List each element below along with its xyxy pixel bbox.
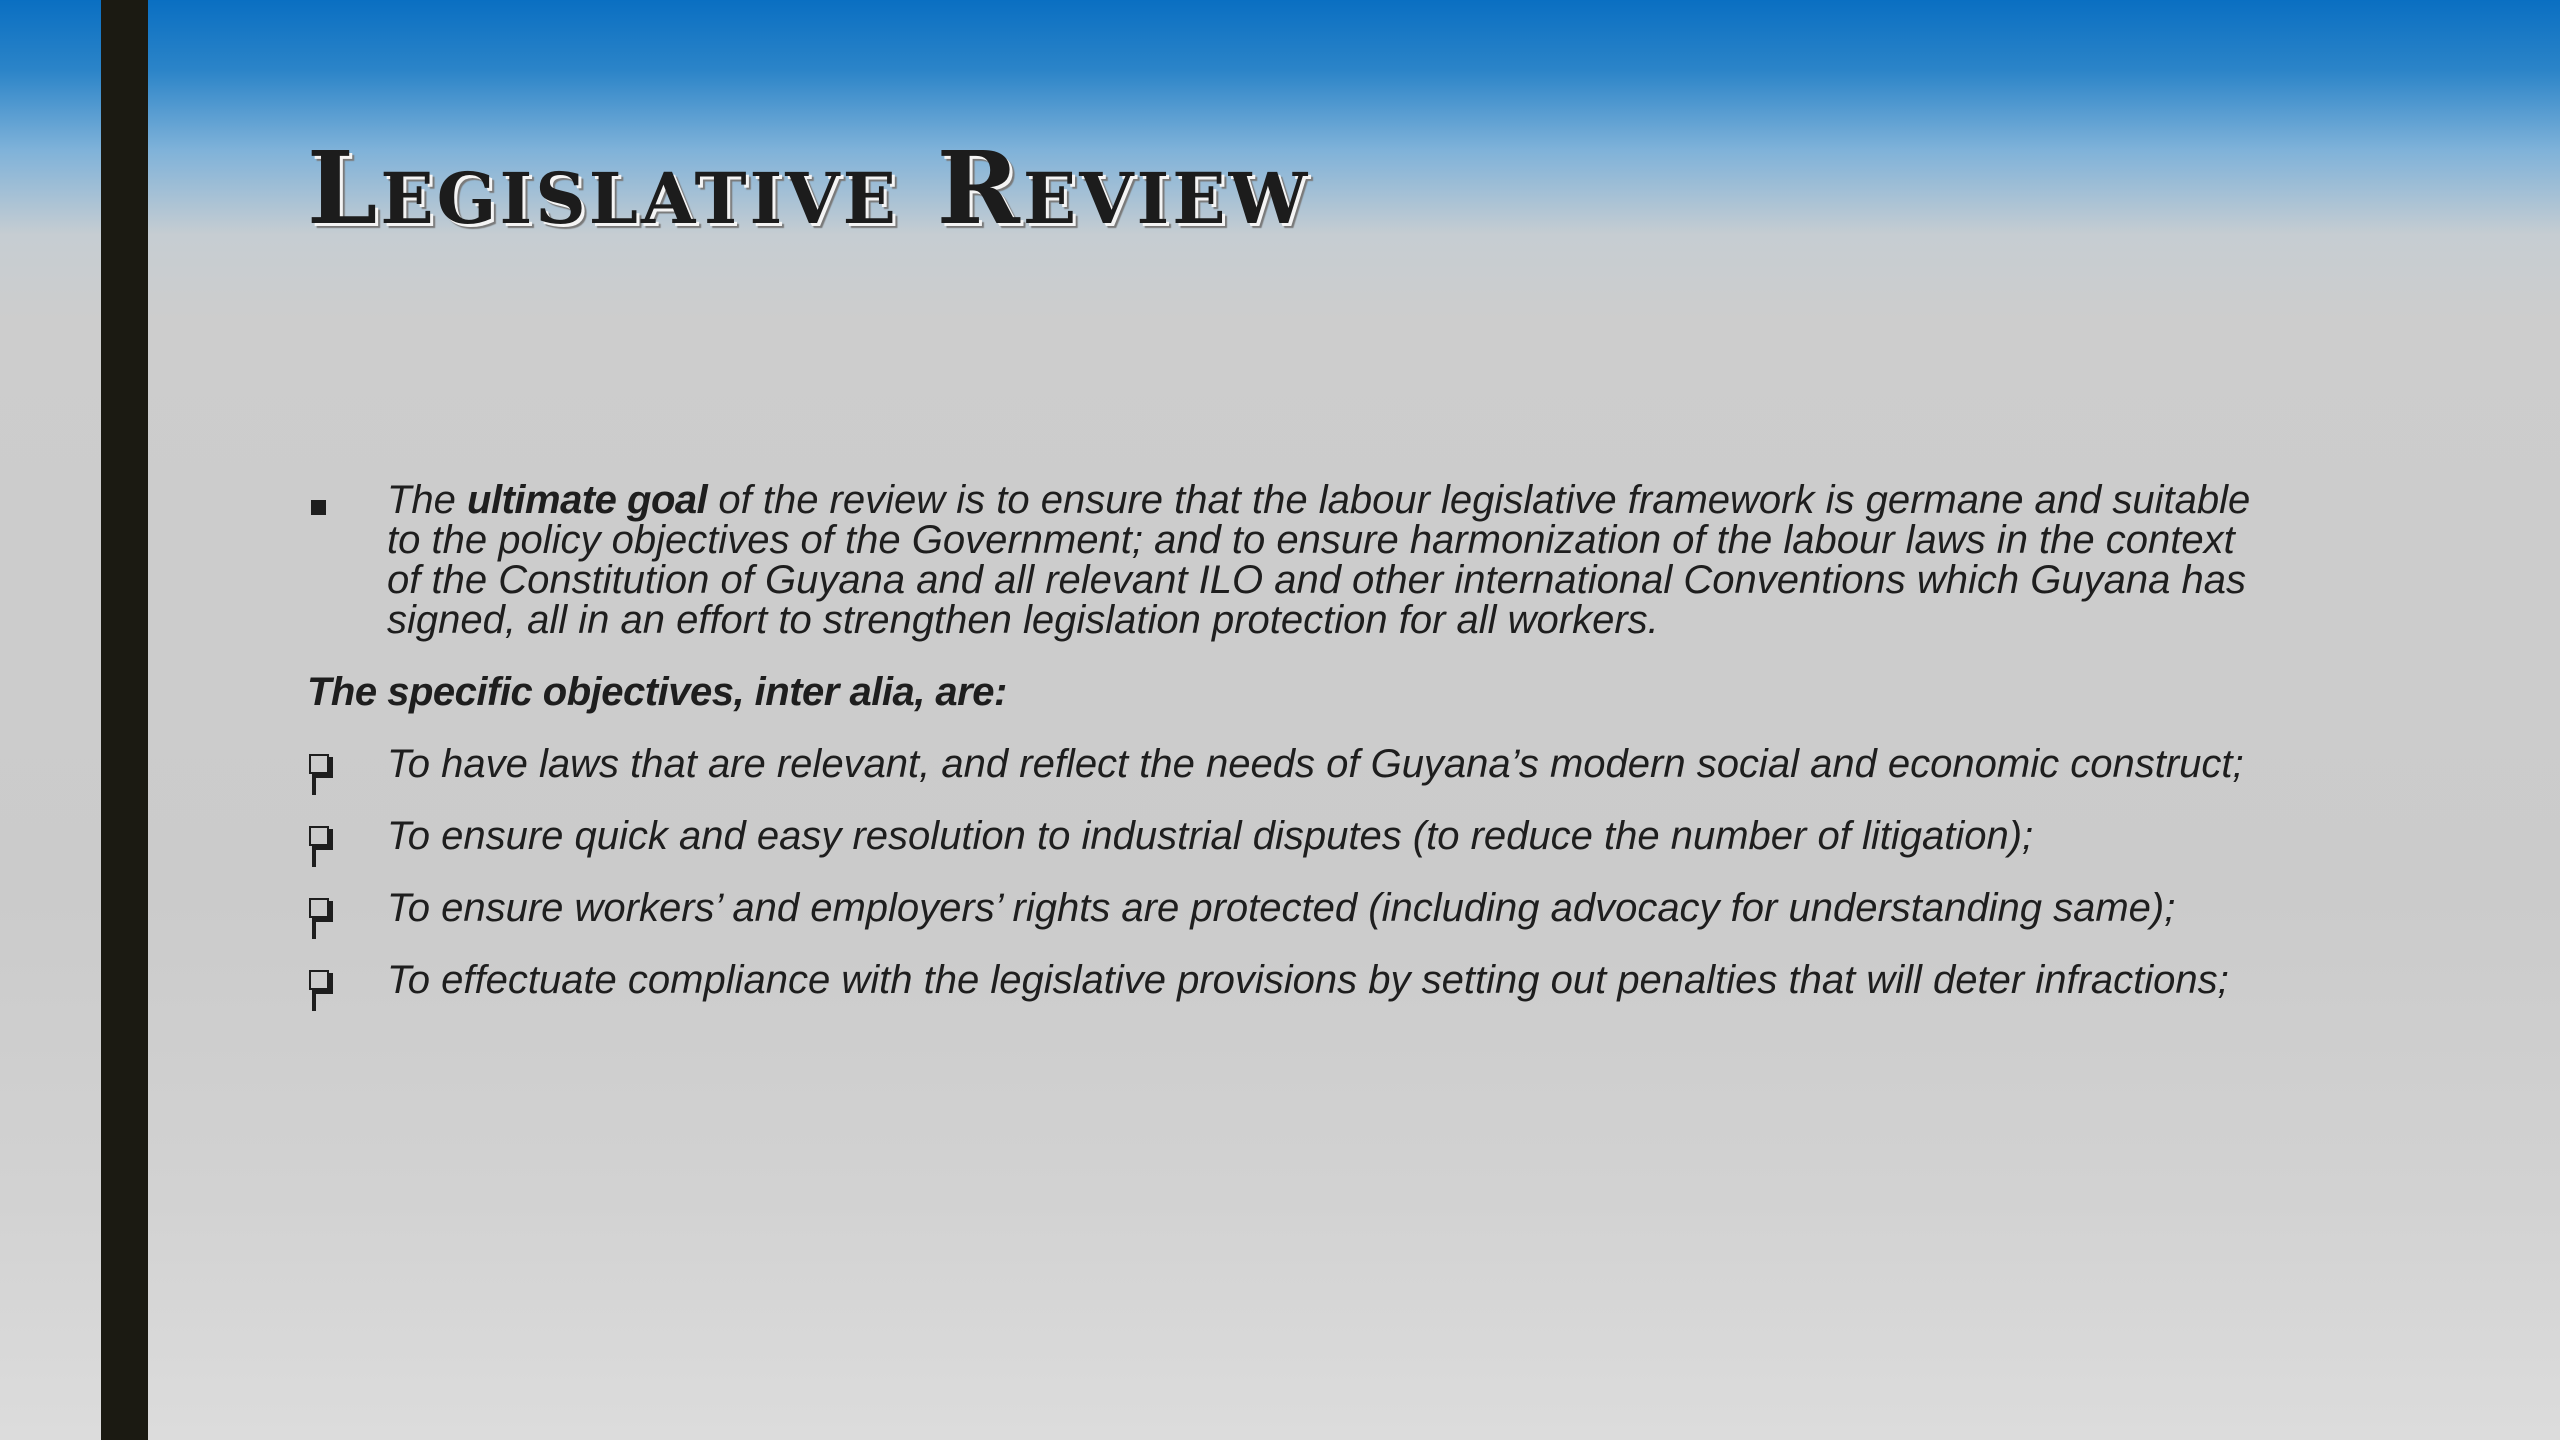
slide-title: Legislative Review: [307, 129, 1311, 247]
objective-text: To ensure workers’ and employers’ rights are protected (including advocacy for understanding same);: [387, 886, 2176, 930]
objective-item: [307, 744, 2257, 784]
slide-content: [307, 480, 2257, 1032]
objective-item: [307, 816, 2257, 856]
checkbox-icon: [309, 898, 333, 922]
intro-text-before: The: [387, 478, 468, 522]
checkbox-icon: [309, 970, 333, 994]
intro-emphasis: ultimate goal: [467, 478, 708, 522]
checkbox-icon: [309, 826, 333, 850]
intro-text-after: of the review is to ensure that the labour legislative framework is germane and suitable to the policy objectives of the Government; and to ensure harmonization of the labour laws in the context of the Constitution of Guyana and all relevant ILO and other international Conventions which Guyana has signed, all in an effort to strengthen legislation protection for all workers.: [387, 478, 2251, 642]
left-accent-bar: [101, 0, 148, 1440]
objective-text: To have laws that are relevant, and reflect the needs of Guyana’s modern social and economic construct;: [387, 742, 2244, 786]
filled-square-icon: [311, 500, 326, 515]
intro-bullet-item: [307, 480, 2257, 640]
objective-item: [307, 960, 2257, 1000]
objective-text: To effectuate compliance with the legislative provisions by setting out penalties that will deter infractions;: [387, 958, 2229, 1002]
objective-text: To ensure quick and easy resolution to industrial disputes (to reduce the number of litigation);: [387, 814, 2034, 858]
objective-item: [307, 888, 2257, 928]
objectives-heading: The specific objectives, inter alia, are:: [307, 670, 1007, 714]
checkbox-icon: [309, 754, 333, 778]
